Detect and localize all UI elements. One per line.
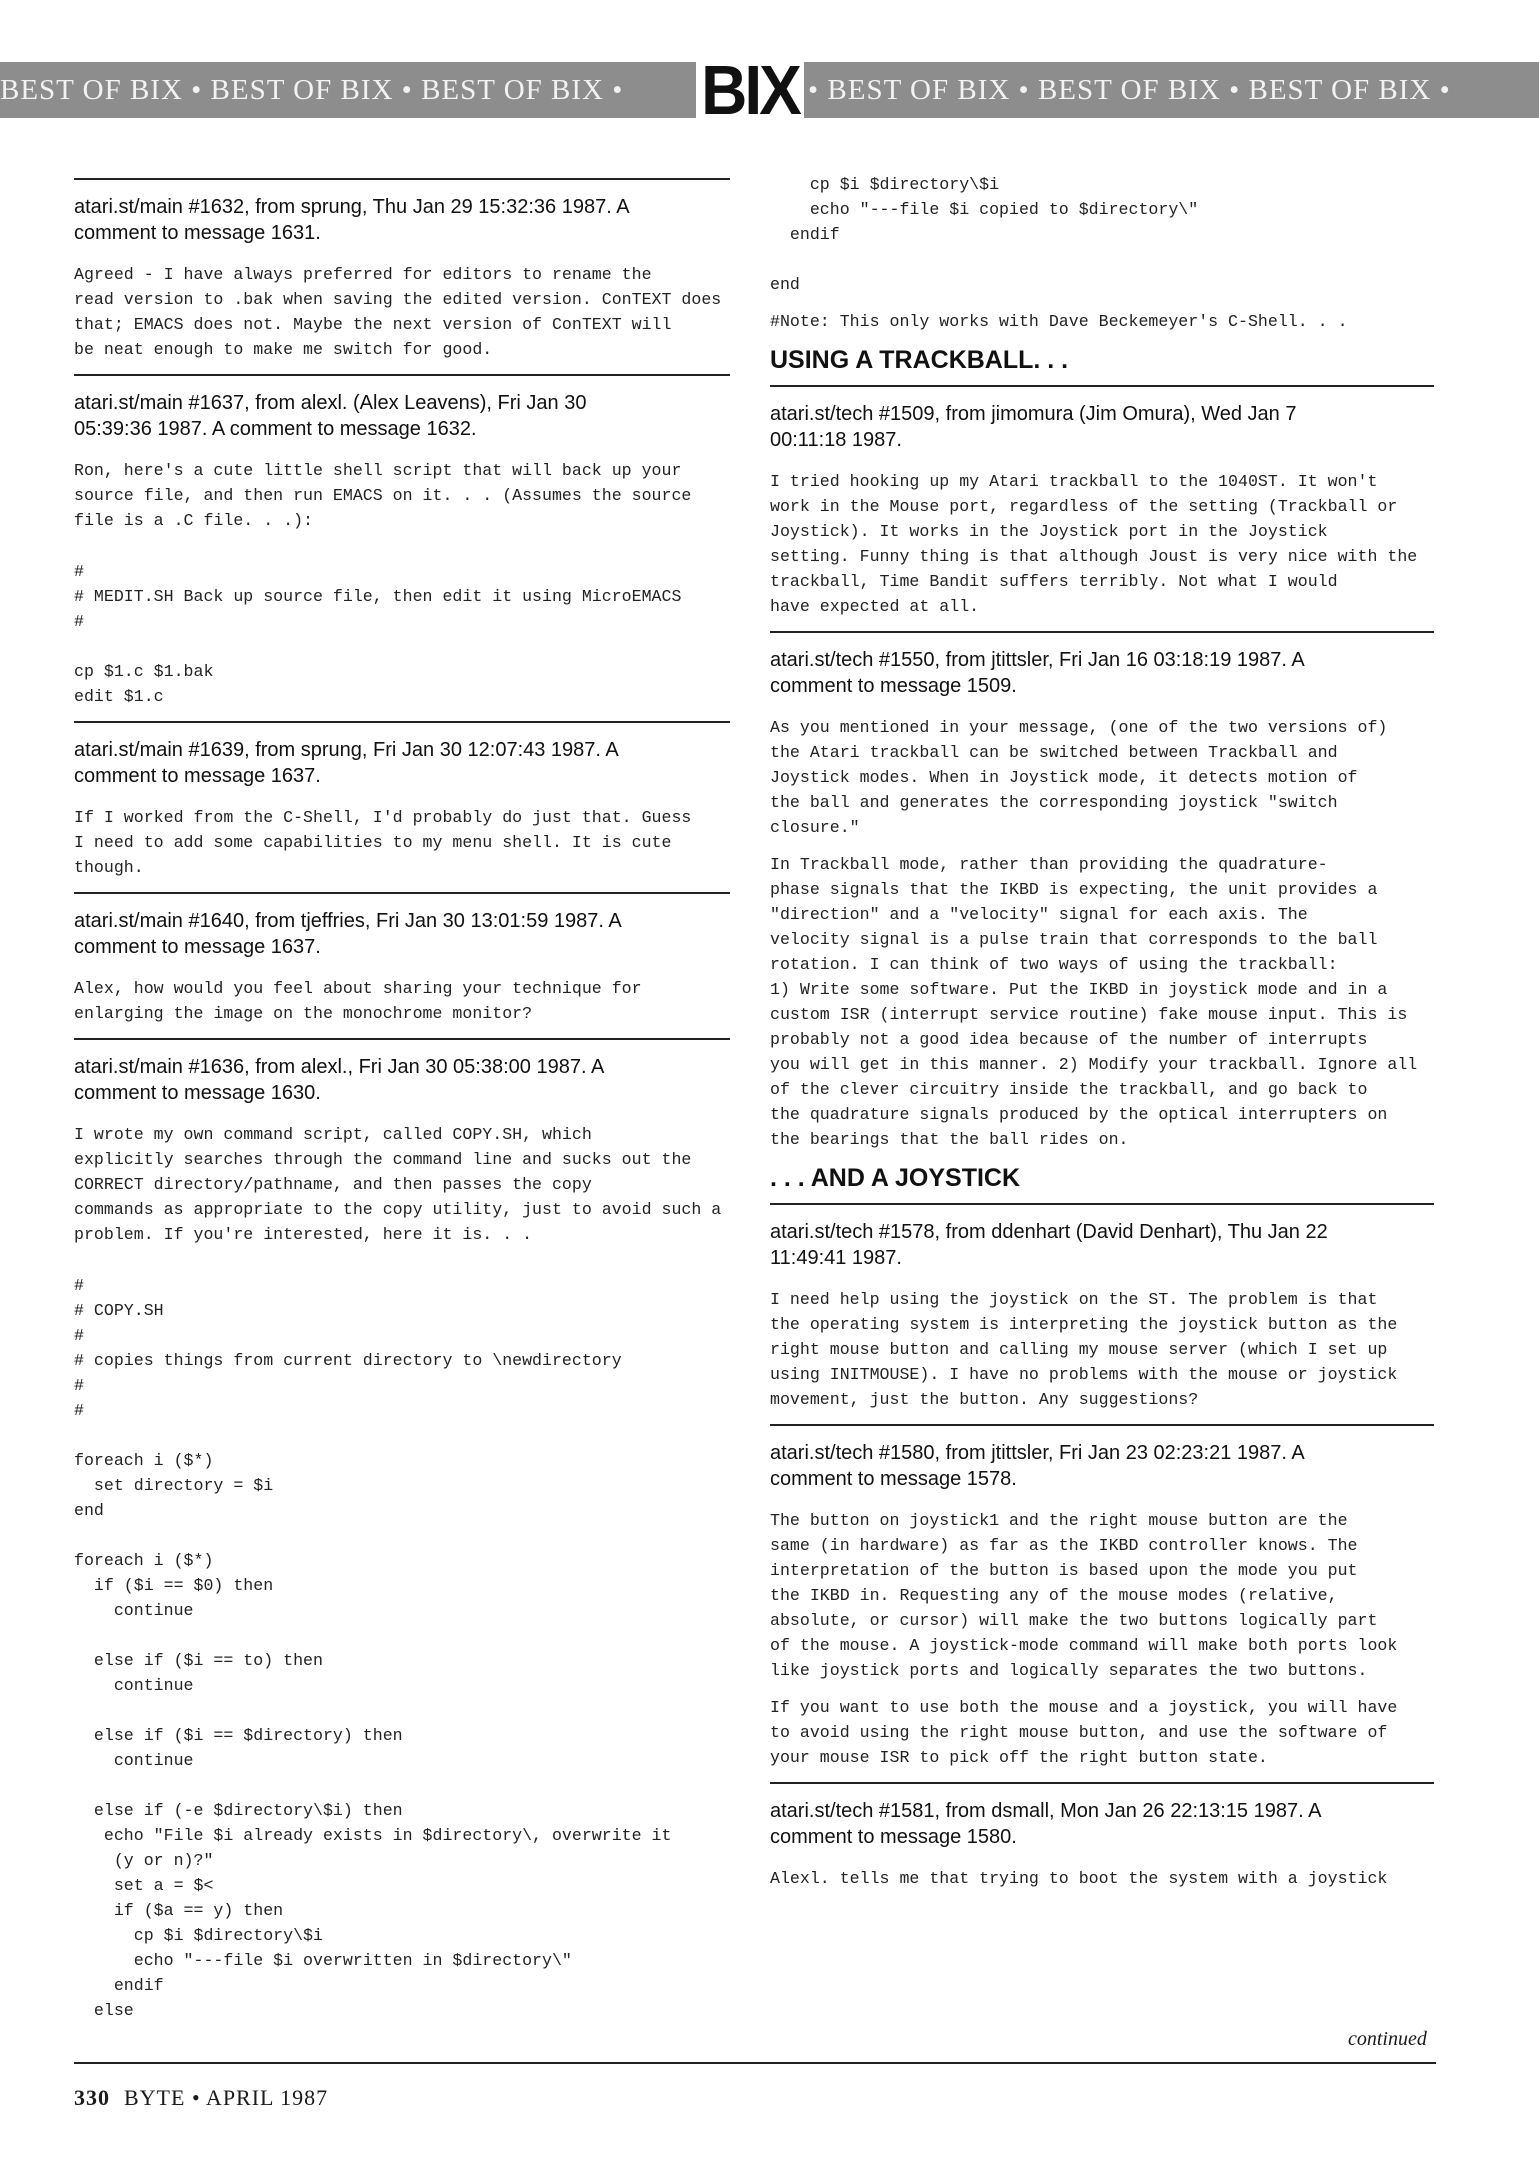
message-header-1550: atari.st/tech #1550, from jtittsler, Fri Jan 16 03:18:19 1987. A comment to message 1509. [770, 649, 1305, 697]
section-title-joystick: . . . AND A JOYSTICK [770, 1164, 1021, 1192]
message-divider [770, 1424, 1434, 1426]
message-divider [74, 178, 730, 180]
message-header-1640: atari.st/main #1640, from tjeffries, Fri Jan 30 13:01:59 1987. A comment to message 1637. [74, 910, 622, 958]
message-header-1639: atari.st/main #1639, from sprung, Fri Jan 30 12:07:43 1987. A comment to message 1637. [74, 739, 619, 787]
message-header-1578: atari.st/tech #1578, from ddenhart (David Denhart), Thu Jan 22 11:49:41 1987. [770, 1221, 1328, 1269]
message-divider [74, 374, 730, 376]
message-divider [74, 721, 730, 723]
message-header-1637: atari.st/main #1637, from alexl. (Alex Leavens), Fri Jan 30 05:39:36 1987. A comment to message 1632. [74, 392, 587, 440]
message-divider [770, 1203, 1434, 1205]
continued-label: continued [1348, 2028, 1427, 2050]
message-body-1509: I tried hooking up my Atari trackball to the 1040ST. It won't work in the Mouse port, regardless of the setting (Trackball or Joystick). It works in the Joystick port in the Joystick setting. Funny thing is that although Joust is very nice with the trackball, Time Bandit suffers terribly. Not what I would have expected at all. [770, 472, 1418, 616]
message-header-1509: atari.st/tech #1509, from jimomura (Jim Omura), Wed Jan 7 00:11:18 1987. [770, 403, 1297, 451]
message-divider [770, 1782, 1434, 1784]
message-body-1637: Ron, here's a cute little shell script that will back up your source file, and then run EMACS on it. . . (Assumes the source file is a .C file. . .): [74, 461, 692, 530]
footer-divider [74, 2062, 1436, 2064]
message-body-1636: I wrote my own command script, called COPY.SH, which explicitly searches through the command line and sucks out the CORRECT directory/pathname, and then passes the copy commands as appropriate to the copy utility, just to avoid such a problem. If you're interested, here it is. . . [74, 1125, 722, 1244]
bix-logo: BIX [696, 49, 804, 131]
message-divider [770, 385, 1434, 387]
message-body-1550: As you mentioned in your message, (one of the two versions of) the Atari trackball can be switched between Trackball and Joystick modes. When in Joystick mode, it detects motion of the ball and generates the corresponding joystick "switch closure." [770, 718, 1388, 837]
message-body-1580: The button on joystick1 and the right mouse button are the same (in hardware) as far as the IKBD controller knows. The interpretation of the button is based upon the mode you put the IKBD in. Requesting any of the mouse modes (relative, absolute, or cursor) will make the two buttons logically part of the mouse. A joystick-mode command will make both ports look like joystick ports and logically separates the two buttons. [770, 1511, 1398, 1680]
message-divider [74, 1038, 730, 1040]
right-column [770, 172, 1434, 1903]
section-title-trackball: USING A TRACKBALL. . . [770, 346, 1069, 374]
banner-right-text: • BEST OF BIX • BEST OF BIX • BEST OF BIX • [808, 74, 1451, 106]
left-column [74, 178, 730, 2035]
message-header-1581: atari.st/tech #1581, from dsmall, Mon Jan 26 22:13:15 1987. A comment to message 1580. [770, 1800, 1322, 1848]
message-body-1580-cont: If you want to use both the mouse and a joystick, you will have to avoid using the right mouse button, and use the software of your mouse ISR to pick off the right button state. [770, 1698, 1398, 1767]
code-copy-sh-continued: cp $i $directory\$i echo "---file $i copied to $directory\" endif end [770, 175, 1199, 294]
code-copy-sh: # # COPY.SH # # copies things from current directory to \newdirectory # # foreach i ($*) set directory = $i end foreach i ($*) if ($i == $0) then continue else if ($i == to) then continue else if ($i == $directory) then continue else if (-e $directory\$i) then echo "File $i already exists in $directory\, overwrite it (y or n)?" set a = $< if ($a == y) then cp $i $directory\$i echo "---file $i overwritten in $directory\" endif else [74, 1276, 672, 2020]
message-divider [74, 892, 730, 894]
message-body-1581: Alexl. tells me that trying to boot the system with a joystick [770, 1869, 1388, 1888]
message-divider [770, 631, 1434, 633]
banner-left-text: BEST OF BIX • BEST OF BIX • BEST OF BIX • [0, 74, 624, 106]
message-body-1578: I need help using the joystick on the ST. The problem is that the operating system is interpreting the joystick button as the right mouse button and calling my mouse server (which I set up using INITMOUSE). I have no problems with the mouse or joystick movement, just the button. Any suggestions? [770, 1290, 1398, 1409]
code-medit-sh: # # MEDIT.SH Back up source file, then edit it using MicroEMACS # cp $1.c $1.bak edit $1.c [74, 562, 682, 706]
message-header-1632: atari.st/main #1632, from sprung, Thu Jan 29 15:32:36 1987. A comment to message 1631. [74, 196, 630, 244]
message-body-1550-cont: In Trackball mode, rather than providing the quadrature- phase signals that the IKBD is expecting, the unit provides a "direction" and a "velocity" signal for each axis. The velocity signal is a pulse train that corresponds to the ball rotation. I can think of two ways of using the trackball: 1) Write some software. Put the IKBD in joystick mode and in a custom ISR (interrupt service routine) fake mouse input. This is probably not a good idea because of the number of interrupts you will get in this manner. 2) Modify your trackball. Ignore all of the clever circuitry inside the trackball, and go back to the quadrature signals produced by the optical interrupters on the bearings that the ball rides on. [770, 855, 1418, 1149]
message-body-1632: Agreed - I have always preferred for editors to rename the read version to .bak when saving the edited version. ConTEXT does that; EMACS does not. Maybe the next version of ConTEXT will be neat enough to make me switch for good. [74, 265, 722, 359]
message-header-1580: atari.st/tech #1580, from jtittsler, Fri Jan 23 02:23:21 1987. A comment to message 1578. [770, 1442, 1305, 1490]
footer-folio [74, 2085, 328, 2111]
shell-note: #Note: This only works with Dave Beckemeyer's C-Shell. . . [770, 312, 1348, 331]
magazine-issue: BYTE • APRIL 1987 [124, 2085, 329, 2110]
message-header-1636: atari.st/main #1636, from alexl., Fri Jan 30 05:38:00 1987. A comment to message 1630. [74, 1056, 605, 1104]
message-body-1639: If I worked from the C-Shell, I'd probably do just that. Guess I need to add some capabilities to my menu shell. It is cute though. [74, 808, 692, 877]
message-body-1640: Alex, how would you feel about sharing your technique for enlarging the image on the monochrome monitor? [74, 979, 642, 1023]
page-number: 330 [74, 2085, 110, 2110]
